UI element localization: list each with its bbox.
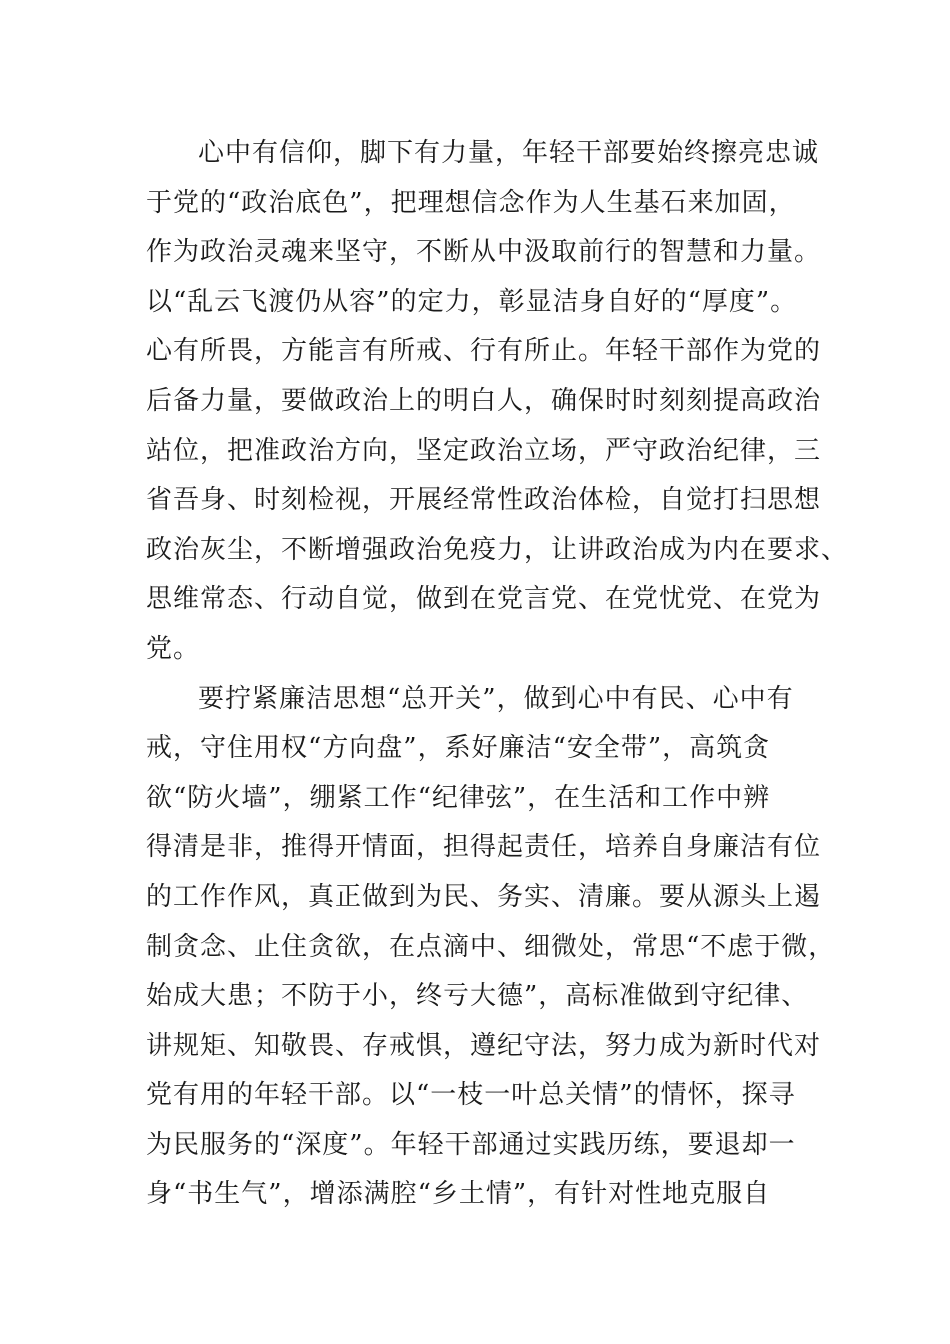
paragraph-2-line-10: 为民服务的“深度”。年轻干部通过实践历练，要退却一 bbox=[146, 1129, 796, 1160]
paragraph-1-line-4: 以“乱云飞渡仍从容”的定力，彰显洁身自好的“厚度”。 bbox=[146, 286, 798, 317]
paragraph-1-line-7: 站位，把准政治方向，坚定政治立场，严守政治纪律，三 bbox=[146, 435, 822, 466]
paragraph-2-line-4: 得清是非，推得开情面，担得起责任，培养自身廉洁有位 bbox=[146, 832, 822, 863]
paragraph-2-line-9: 党有用的年轻干部。以“一枝一叶总关情”的情怀，探寻 bbox=[146, 1080, 796, 1111]
paragraph-2-line-1: 要拧紧廉洁思想“总开关”，做到心中有民、心中有 bbox=[198, 683, 794, 714]
paragraph-1-line-8: 省吾身、时刻检视，开展经常性政治体检，自觉打扫思想 bbox=[146, 485, 822, 516]
paragraph-2-line-3: 欲“防火墙”，绷紧工作“纪律弦”，在生活和工作中辨 bbox=[146, 782, 771, 813]
body-text bbox=[146, 129, 849, 1220]
paragraph-2-line-8: 讲规矩、知敬畏、存戒惧，遵纪守法，努力成为新时代对 bbox=[146, 1030, 822, 1061]
paragraph-2-line-5: 的工作作风，真正做到为民、务实、清廉。要从源头上遏 bbox=[146, 881, 822, 912]
paragraph-1-line-5: 心有所畏，方能言有所戒、行有所止。年轻干部作为党的 bbox=[146, 336, 822, 367]
paragraph-1-line-1: 心中有信仰，脚下有力量，年轻干部要始终擦亮忠诚 bbox=[198, 138, 820, 168]
paragraph-1-line-10: 思维常态、行动自觉，做到在党言党、在党忧党、在党为 bbox=[146, 584, 822, 615]
paragraph-1-line-9: 政治灰尘，不断增强政治免疫力，让讲政治成为内在要求、 bbox=[146, 534, 849, 565]
paragraph-1-line-2: 于党的“政治底色”，把理想信念作为人生基石来加固， bbox=[146, 187, 796, 218]
paragraph-2-line-11: 身“书生气”，增添满腔“乡土情”，有针对性地克服自 bbox=[146, 1179, 771, 1210]
paragraph-2-line-7: 始成大患；不防于小，终亏大德”，高标准做到守纪律、 bbox=[146, 981, 809, 1012]
paragraph-1-line-6: 后备力量，要做政治上的明白人，确保时时刻刻提高政治 bbox=[146, 385, 822, 416]
paragraph-1-line-3: 作为政治灵魂来坚守，不断从中汲取前行的智慧和力量。 bbox=[146, 237, 822, 268]
paragraph-2-line-2: 戒，守住用权“方向盘”，系好廉洁“安全带”，高筑贪 bbox=[146, 733, 771, 764]
paragraph-1-line-11: 党。 bbox=[146, 633, 201, 664]
paragraph-2-line-6: 制贪念、止住贪欲，在点滴中、细微处，常思“不虑于微， bbox=[146, 931, 836, 962]
